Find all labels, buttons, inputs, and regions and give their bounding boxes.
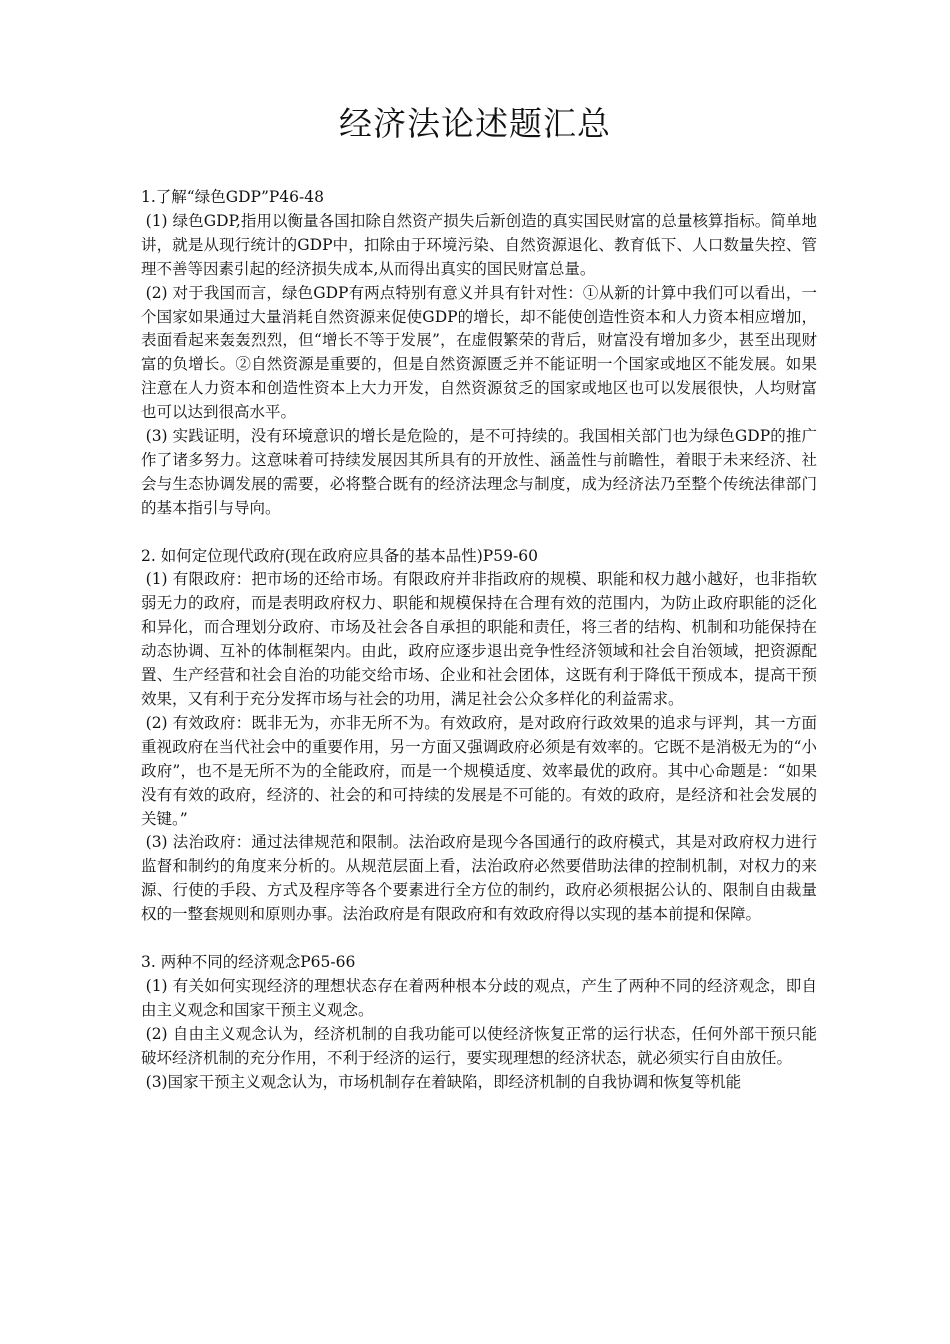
paragraph: (2) 对于我国而言，绿色GDP有两点特别有意义并具有针对性：①从新的计算中我们可以看出，一个国家如果通过大量消耗自然资源来促使GDP的增长，却不能使创造性资本和人力资本相应增加，表面看起来轰轰烈烈，但“增长不等于发展”，在虚假繁荣的背后，财富没有增加多少，甚至出现财富的负增长。②自然资源是重要的，但是自然资源匮乏并不能证明一个国家或地区不能发展。如果注意在人力资本和创造性资本上大力开发，自然资源贫乏的国家或地区也可以发展很快，人均财富也可以达到很高水平。	[141, 283, 817, 422]
section-heading: 2. 如何定位现代政府(现在政府应具备的基本品性)P59-60	[141, 546, 538, 565]
paragraph: (2) 有效政府：既非无为，亦非无所不为。有效政府，是对政府行政效果的追求与评判，其一方面重视政府在当代社会中的重要作用，另一方面又强调政府必须是有效率的。它既不是消极无为的“小政府”，也不是无所不为的全能政府，而是一个规模适度、效率最优的政府。其中心命题是：“如果没有有效的政府，经济的、社会的和可持续的发展是不可能的。有效的政府，是经济和社会发展的关键。”	[141, 713, 817, 828]
paragraph: (3)国家干预主义观念认为，市场机制存在着缺陷，即经济机制的自我协调和恢复等机能	[145, 1072, 742, 1091]
section-economic-concepts	[141, 951, 817, 1094]
paragraph: (1) 有限政府：把市场的还给市场。有限政府并非指政府的规模、职能和权力越小越好，也非指软弱无力的政府，而是表明政府权力、职能和规模保持在合理有效的范围内，为防止政府职能的泛化和异化，而合理划分政府、市场及社会各自承担的职能和责任，将三者的结构、机制和功能保持在动态协调、互补的体制框架内。由此，政府应逐步退出竞争性经济领域和社会自治领域，把资源配置、生产经营和社会自治的功能交给市场、企业和社会团体，这既有利于降低干预成本，提高干预效果，又有利于充分发挥市场与社会的功用，满足社会公众多样化的利益需求。	[141, 570, 817, 709]
section-heading: 1.了解“绿色GDP”P46-48	[141, 188, 324, 206]
paragraph: (3) 实践证明，没有环境意识的增长是危险的，是不可持续的。我国相关部门也为绿色GDP的推广作了诸多努力。这意味着可持续发展因其所具有的开放性、涵盖性与前瞻性，着眼于未来经济、社会与生态协调发展的需要，必将整合既有的经济法理念与制度，成为经济法乃至整个传统法律部门的基本指引与导向。	[141, 427, 817, 517]
section-green-gdp	[141, 186, 817, 521]
document-body	[141, 186, 817, 1094]
paragraph: (2) 自由主义观念认为，经济机制的自我功能可以使经济恢复正常的运行状态，任何外部干预只能破坏经济机制的充分作用，不利于经济的运行，要实现理想的经济状态，就必须实行自由放任。	[141, 1024, 817, 1067]
paragraph: (1) 绿色GDP,指用以衡量各国扣除自然资产损失后新创造的真实国民财富的总量核算指标。简单地讲，就是从现行统计的GDP中，扣除由于环境污染、自然资源退化、教育低下、人口数量失控、管理不善等因素引起的经济损失成本,从而得出真实的国民财富总量。	[141, 211, 817, 278]
section-heading: 3. 两种不同的经济观念P65-66	[141, 952, 356, 971]
section-modern-government	[141, 545, 817, 928]
document-title: 经济法论述题汇总	[339, 104, 611, 143]
paragraph: (1) 有关如何实现经济的理想状态存在着两种根本分歧的观点，产生了两种不同的经济观念，即自由主义观念和国家干预主义观念。	[141, 976, 817, 1019]
paragraph: (3) 法治政府：通过法律规范和限制。法治政府是现今各国通行的政府模式，其是对政府权力进行监督和制约的角度来分析的。从规范层面上看，法治政府必然要借助法律的控制机制，对权力的来源、行使的手段、方式及程序等各个要素进行全方位的制约，政府必须根据公认的、限制自由裁量权的一整套规则和原则办事。法治政府是有限政府和有效政府得以实现的基本前提和保障。	[141, 833, 817, 924]
